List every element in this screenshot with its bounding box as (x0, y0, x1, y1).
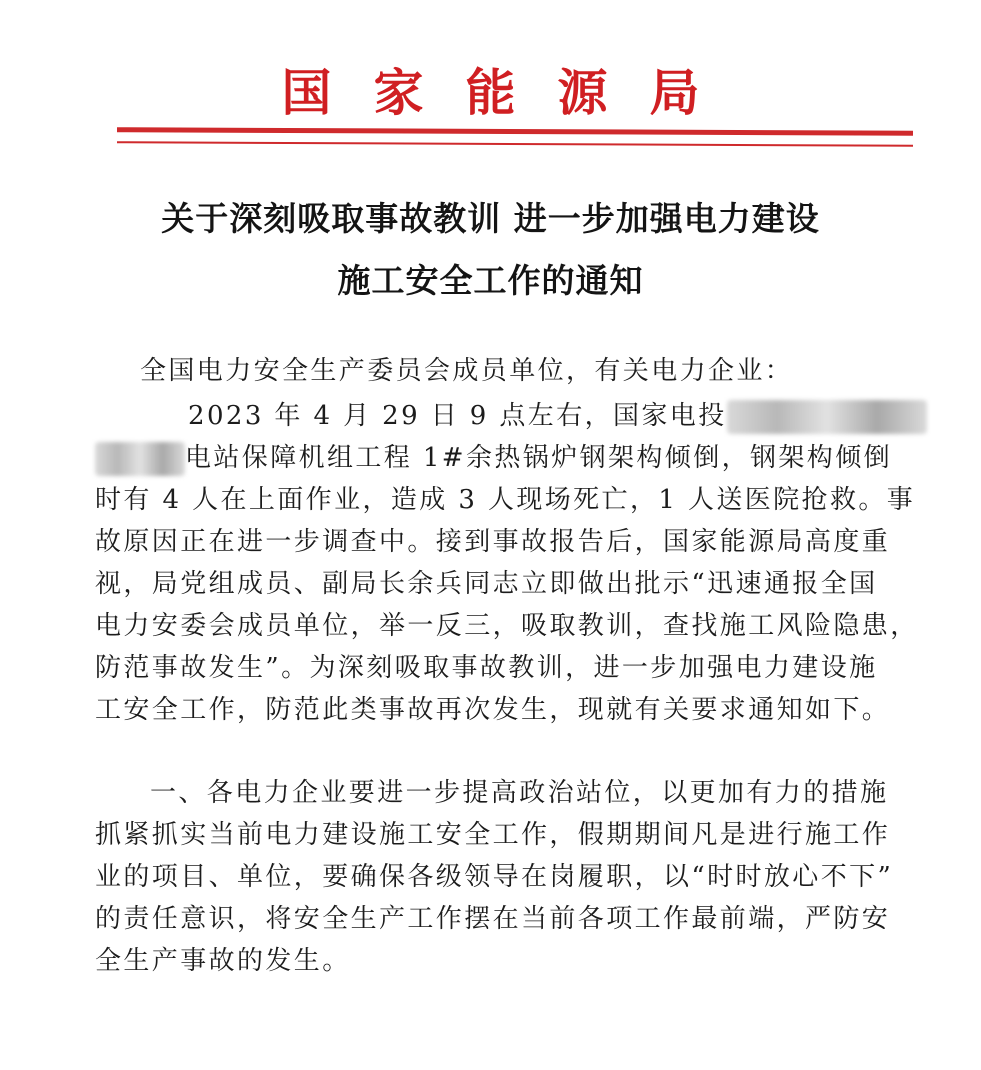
paragraph-1-line-2 (95, 437, 892, 476)
red-divider-thin (117, 141, 913, 146)
redacted-region (727, 400, 927, 434)
document-title-line-2: 施工安全工作的通知 (337, 261, 644, 300)
paragraph-1-line-3: 时有 4 人在上面作业，造成 3 人现场死亡，1 人送医院抢救。事 (95, 485, 916, 515)
document-title-line-1: 关于深刻吸取事故教训 进一步加强电力建设 (161, 199, 820, 238)
addressee: 全国电力安全生产委员会成员单位，有关电力企业： (140, 356, 794, 386)
paragraph-1-line-7: 防范事故发生”。为深刻吸取事故教训，进一步加强电力建设施 (95, 653, 878, 683)
paragraph-1-line-2-text: 电站保障机组工程 1#余热锅炉钢架构倾倒，钢架构倾倒 (185, 443, 892, 473)
paragraph-2-line-4: 的责任意识，将安全生产工作摆在当前各项工作最前端，严防安 (95, 904, 891, 934)
paragraph-2-line-2: 抓紧抓实当前电力建设施工安全工作，假期期间凡是进行施工作 (95, 820, 891, 850)
paragraph-2-line-1: 一、各电力企业要进一步提高政治站位，以更加有力的措施 (150, 778, 889, 808)
issuer-header: 国家能源局 (281, 63, 742, 122)
paragraph-1-line-5: 视，局党组成员、副局长余兵同志立即做出批示“迅速通报全国 (95, 569, 878, 599)
paragraph-2-line-5: 全生产事故的发生。 (95, 946, 351, 976)
red-divider-thick (117, 127, 913, 135)
paragraph-1-line-8: 工安全工作，防范此类事故再次发生，现就有关要求通知如下。 (95, 695, 891, 725)
paragraph-1-line-1 (188, 395, 927, 434)
paragraph-1-line-4: 故原因正在进一步调查中。接到事故报告后，国家能源局高度重 (95, 527, 891, 557)
paragraph-1-line-1-text: 2023 年 4 月 29 日 9 点左右，国家电投 (188, 401, 727, 431)
paragraph-1-line-6: 电力安委会成员单位，举一反三，吸取教训，查找施工风险隐患， (95, 611, 919, 641)
paragraph-2-line-3: 业的项目、单位，要确保各级领导在岗履职，以“时时放心不下” (95, 862, 894, 892)
redacted-region (95, 442, 185, 476)
